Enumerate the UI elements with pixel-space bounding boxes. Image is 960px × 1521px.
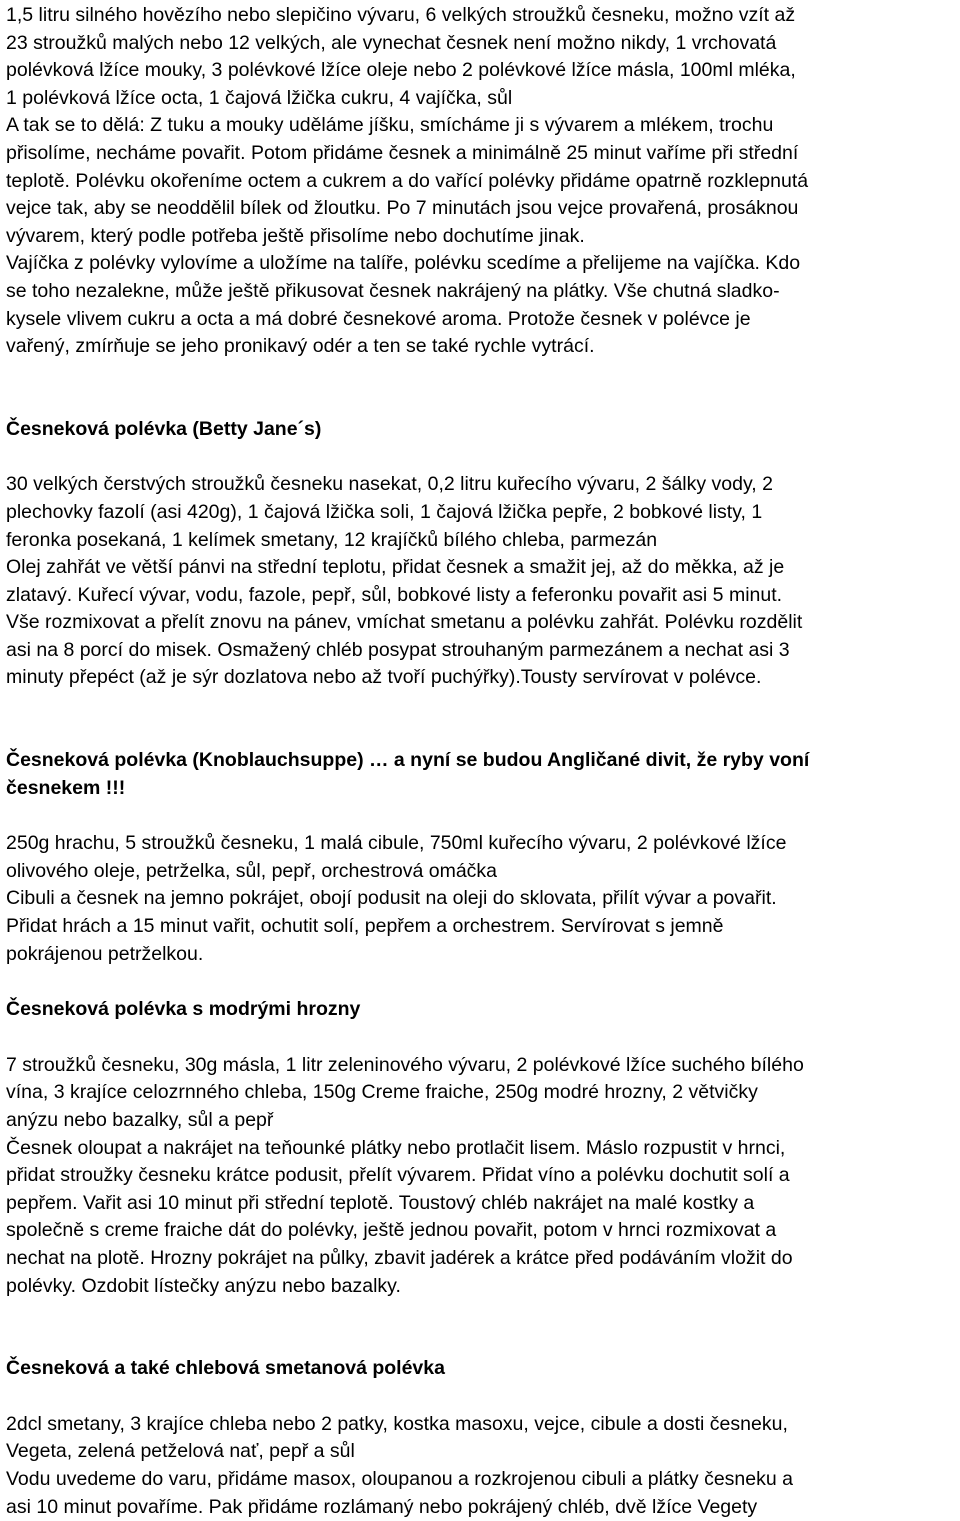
intro-ingredients: 1,5 litru silného hovězího nebo slepičino vývaru, 6 velkých stroužků česneku, možno vzít až 23 stroužků malých nebo 12 velkých, ale vynechat česnek není možno nikdy, 1 vrchovatá polévková lžíce mouky, 3 polévkové lžíce oleje nebo 2 polévkové lžíce másla, 100ml mléka, 1 polévková lžíce octa, 1 čajová lžička cukru, 4 vajíčka, sůl [6,4,796,109]
recipe-ingredients-knoblauch: 250g hrachu, 5 stroužků česneku, 1 malá cibule, 750ml kuřecího vývaru, 2 polévkové lžíce olivového oleje, petrželka, sůl, pepř, orchestrová omáčka [6,832,787,882]
recipe-method-grapes: Česnek oloupat a nakrájet na teňounké plátky nebo protlačit lisem. Máslo rozpustit v hrnci, přidat stroužky česneku krátce podusit, přelít vývarem. Přidat víno a polévku dochutit solí a pepřem. Vařit asi 10 minut při střední teplotě. Toustový chléb nakrájet na malé kostky a společně s creme fraiche dát do polévky, ještě jednou povařit, potom v hrnci rozmixovat a nechat na plotě. Hrozny pokrájet na půlky, zbavit jadérek a krátce před podáváním vložit do polévky. Ozdobit lístečky anýzu nebo bazalky. [6,1136,793,1297]
document-page [6,2,954,1521]
recipe-title-grapes: Česneková polévka s modrými hrozny [6,998,361,1021]
section-spacer [6,1300,954,1355]
section-spacer [6,443,954,471]
recipe-method-knoblauch: Cibuli a česnek na jemno pokrájet, obojí podusit na oleji do sklovata, přilít vývar a povařit. Přidat hrách a 15 minut vařit, ochutit solí, pepřem a orchestrem. Servírovat s jemně pokrájenou petrželkou. [6,887,777,965]
section-spacer [6,802,954,830]
recipe-method-bread: Vodu uvedeme do varu, přidáme masox, oloupanou a rozkrojenou cibuli a plátky česneku a asi 10 minut povaříme. Pak přidáme rozlámaný nebo pokrájený chléb, dvě lžíce Vegety [6,1467,793,1518]
section-spacer [6,361,954,416]
recipe-method-betty: Olej zahřát ve větší pánvi na střední teplotu, přidat česnek a smažit jej, až do měkka, až je zlatavý. Kuřecí vývar, vodu, fazole, pepř, sůl, bobkové listy a feferonku povařit asi 5 minut. Vše rozmixovat a přelít znovu na pánev, vmíchat smetanu a polévku zahřát. Polévku rozdělit asi na 8 porcí do misek. Osmažený chléb posypat strouhaným parmezánem a nechat asi 3 minuty přepéct (až je sýr dozlatova nebo až tvoří puchýřky).Tousty servírovat v polévce. [6,556,803,689]
recipe-title-bread: Česneková a také chlebová smetanová polévka [6,1357,445,1380]
section-spacer [6,1024,954,1052]
section-spacer [6,692,954,747]
recipe-title-knoblauch: Česneková polévka (Knoblauchsuppe) … a nyní se budou Angličané divit, že ryby voní česnekem !!! [6,749,810,799]
section-spacer [6,1383,954,1411]
recipe-title-betty: Česneková polévka (Betty Jane´s) [6,417,322,440]
recipe-ingredients-bread: 2dcl smetany, 3 krajíce chleba nebo 2 patky, kostka masoxu, vejce, cibule a dosti česneku, Vegeta, zelená petželová nať, pepř a sůl [6,1412,788,1463]
recipe-ingredients-betty: 30 velkých čerstvých stroužků česneku nasekat, 0,2 litru kuřecího vývaru, 2 šálky vody, 2 plechovky fazolí (asi 420g), 1 čajová lžička soli, 1 čajová lžička pepře, 2 bobkové listy, 1 feronka posekaná, 1 kelímek smetany, 12 krajíčků bílého chleba, parmezán [6,473,773,551]
intro-method: A tak se to dělá: Z tuku a mouky uděláme jíšku, smícháme ji s vývarem a mlékem, trochu přisolíme, necháme povařit. Potom přidáme česnek a minimálně 25 minut vaříme při střední teplotě. Polévku okořeníme octem a cukrem a do vařící polévky přidáme opatrně rozklepnutá vejce tak, aby se neoddělil bílek od žloutku. Po 7 minutách jsou vejce provařená, prosáknou vývarem, který podle potřeba ještě přisolíme nebo dochutíme jinak. Vajíčka z polévky vylovíme a uložíme na talíře, polévku scedíme a přelijeme na vajíčka. Kdo se toho nezalekne, může ještě přikusovat česnek nakrájený na plátky. Vše chutná sladko- kysele vlivem cukru a octa a má dobré česnekové aroma. Protože česnek v polévce je vařený, zmírňuje se jeho pronikavý odér a ten se také rychle vytrácí. [6,114,809,358]
section-spacer [6,968,954,996]
recipe-ingredients-grapes: 7 stroužků česneku, 30g másla, 1 litr zeleninového vývaru, 2 polévkové lžíce suchého bílého vína, 3 krajíce celozrnného chleba, 150g Creme fraiche, 250g modré hrozny, 2 větvičky anýzu nebo bazalky, sůl a pepř [6,1053,804,1131]
